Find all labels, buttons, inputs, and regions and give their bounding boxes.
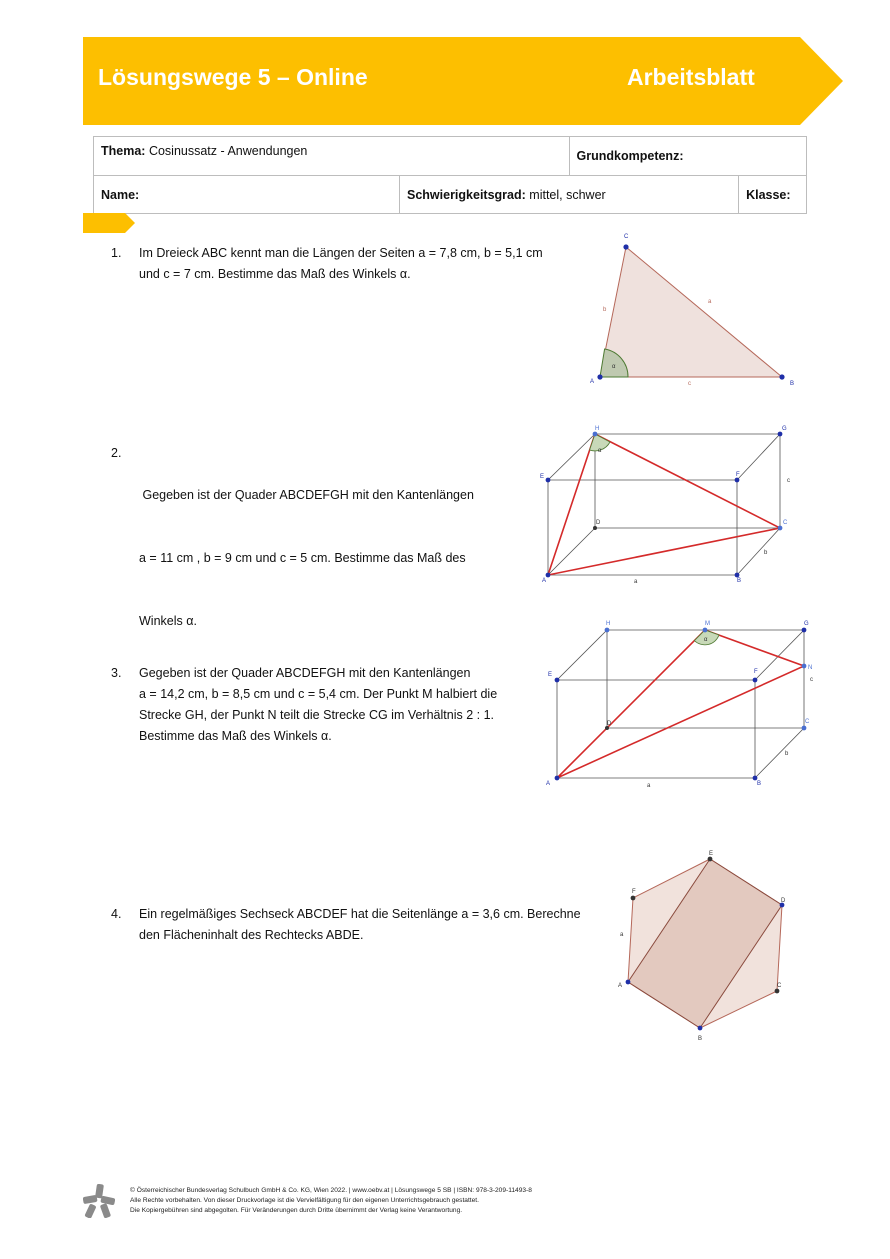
publisher-logo-icon	[83, 1184, 115, 1218]
task-line: Gegeben ist der Quader ABCDEFGH mit den Kantenlängen	[139, 488, 474, 502]
label-D: D	[607, 721, 612, 727]
label-alpha: α	[598, 448, 602, 454]
task-line: Strecke GH, der Punkt N teilt die Strecke CG im Verhältnis 2 : 1.	[139, 708, 494, 722]
point-B	[779, 374, 784, 379]
figure-triangle	[580, 225, 810, 395]
label-C: C	[777, 983, 782, 989]
label-E: E	[709, 851, 714, 857]
label-side-c: c	[810, 677, 813, 683]
label-B: B	[737, 578, 742, 584]
point-B	[698, 1026, 703, 1031]
label-G: G	[804, 621, 809, 627]
schwierigkeit-value: mittel, schwer	[529, 187, 606, 202]
thema-cell	[94, 137, 570, 176]
task-line: Bestimme das Maß des Winkels α.	[139, 729, 332, 743]
footer-line: © Österreichischer Bundesverlag Schulbuch GmbH & Co. KG, Wien 2022. | www.oebv.at | Lösungswege 5 SB | ISBN: 978-3-209-11493-8	[130, 1187, 532, 1194]
point-M	[703, 628, 708, 633]
point-H	[605, 628, 610, 633]
point-H	[593, 432, 598, 437]
footer-line: Alle Rechte vorbehalten. Von dieser Druckvorlage ist die Vervielfältigung für den eigenen Unterrichtsgebrauch gestattet.	[130, 1197, 479, 1204]
point-A	[626, 980, 631, 985]
point-E	[708, 857, 713, 862]
label-side-b: b	[764, 550, 768, 556]
footer-line: Die Kopiergebühren sind abgegolten. Für Veränderungen durch Dritte übernimmt der Verlag keine Verantwortung.	[130, 1207, 463, 1214]
label-side-b: b	[603, 307, 607, 313]
task-line: den Flächeninhalt des Rechtecks ABDE.	[139, 928, 364, 942]
point-B	[753, 776, 758, 781]
label-H: H	[595, 426, 600, 432]
point-F	[735, 478, 740, 483]
task-4	[111, 904, 591, 949]
point-N	[802, 664, 807, 669]
task-line: Ein regelmäßiges Sechseck ABCDEF hat die Seitenlänge a = 3,6 cm. Berechne	[139, 907, 581, 921]
label-F: F	[632, 889, 636, 895]
label-A: A	[618, 983, 623, 989]
point-F	[631, 896, 636, 901]
label-C: C	[805, 719, 810, 725]
label-N: N	[808, 665, 813, 671]
label-side-a: a	[620, 932, 624, 938]
label-A: A	[590, 379, 595, 385]
point-E	[546, 478, 551, 483]
thema-label: Thema:	[101, 144, 146, 158]
task-line: Winkels α.	[139, 614, 197, 628]
label-B: B	[790, 381, 795, 387]
point-G	[778, 432, 783, 437]
label-side-c: c	[787, 478, 790, 484]
schwierigkeit-label: Schwierigkeitsgrad:	[407, 187, 526, 202]
task-line: a = 14,2 cm, b = 8,5 cm und c = 5,4 cm. Der Punkt M halbiert die	[139, 687, 498, 701]
label-side-a: a	[708, 299, 712, 305]
label-A: A	[542, 578, 547, 584]
label-D: D	[781, 898, 786, 904]
label-G: G	[782, 426, 787, 432]
name-label: Name:	[101, 187, 140, 202]
task-text	[139, 243, 543, 285]
figure-hexagon	[605, 845, 805, 1050]
section-flag	[83, 213, 135, 233]
label-M: M	[705, 621, 710, 627]
point-C	[623, 244, 628, 249]
footer-copyright	[130, 1186, 532, 1216]
task-text	[139, 663, 497, 747]
point-D	[593, 526, 597, 530]
task-text	[139, 443, 474, 674]
header-title: Lösungswege 5 – Online	[98, 64, 368, 90]
label-B: B	[757, 781, 762, 787]
triangle-fill	[600, 247, 782, 377]
point-A	[597, 374, 602, 379]
task-text	[139, 904, 581, 946]
label-alpha: α	[704, 637, 708, 643]
label-A: A	[546, 781, 551, 787]
label-E: E	[548, 672, 553, 678]
klasse-cell	[739, 176, 807, 214]
grundkompetenz-cell	[569, 137, 806, 176]
task-number: 2.	[111, 446, 122, 460]
point-B	[735, 573, 740, 578]
header-worksheet-type: Arbeitsblatt	[627, 64, 755, 90]
point-C	[802, 726, 807, 731]
label-E: E	[540, 474, 545, 480]
point-C	[778, 526, 783, 531]
task-1	[111, 243, 571, 288]
label-B: B	[698, 1036, 703, 1042]
label-C: C	[624, 234, 629, 240]
label-C: C	[783, 520, 788, 526]
figure-cuboid-1	[530, 420, 800, 590]
label-side-a: a	[634, 579, 638, 585]
label-side-b: b	[785, 751, 789, 757]
task-3	[111, 663, 521, 749]
point-A	[546, 573, 551, 578]
task-line: und c = 7 cm. Bestimme das Maß des Winkels α.	[139, 267, 411, 281]
label-side-a: a	[647, 783, 651, 789]
task-number: 4.	[111, 907, 122, 921]
schwierigkeit-cell	[400, 176, 739, 214]
triangle-AHC	[548, 434, 780, 575]
label-side-c: c	[688, 381, 691, 387]
point-C	[775, 989, 780, 994]
triangle-AMN	[557, 630, 804, 778]
label-F: F	[736, 472, 740, 478]
info-table	[93, 136, 807, 214]
thema-value: Cosinussatz - Anwendungen	[148, 144, 308, 158]
task-line: Im Dreieck ABC kennt man die Längen der Seiten a = 7,8 cm, b = 5,1 cm	[139, 246, 543, 260]
point-E	[555, 678, 560, 683]
task-number: 3.	[111, 666, 122, 680]
task-number: 1.	[111, 246, 122, 260]
point-A	[555, 776, 560, 781]
klasse-label: Klasse:	[746, 187, 791, 202]
grundkompetenz-label: Grundkompetenz:	[576, 149, 684, 163]
label-F: F	[754, 669, 758, 675]
label-alpha: α	[612, 364, 616, 370]
name-cell	[94, 176, 400, 214]
figure-cuboid-2	[540, 615, 820, 795]
task-2	[111, 443, 511, 628]
label-D: D	[596, 520, 601, 526]
cuboid-edges	[548, 434, 780, 575]
point-F	[753, 678, 758, 683]
point-G	[802, 628, 807, 633]
label-H: H	[606, 621, 611, 627]
task-line: Gegeben ist der Quader ABCDEFGH mit den Kantenlängen	[139, 666, 471, 680]
task-line: a = 11 cm , b = 9 cm und c = 5 cm. Bestimme das Maß des	[139, 551, 466, 565]
